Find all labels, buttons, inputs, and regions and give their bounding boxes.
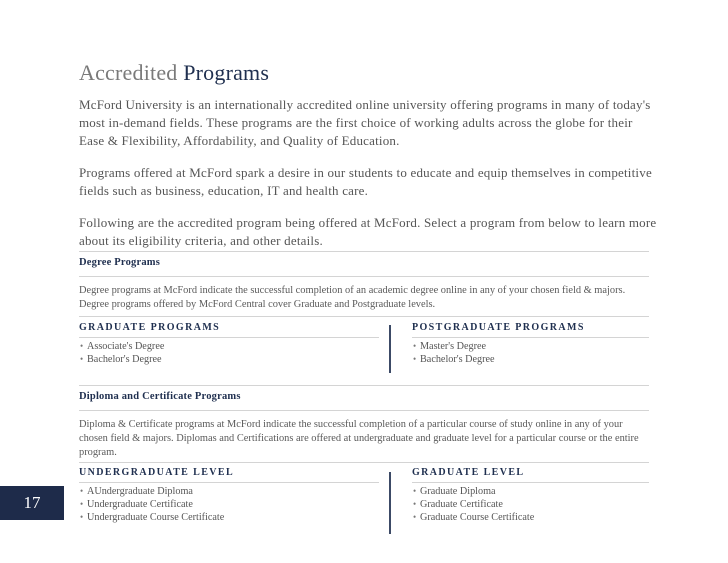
title-light: Accredited <box>79 60 178 85</box>
bullet-icon: • <box>80 341 84 351</box>
main-content <box>79 58 659 250</box>
bullet-icon: • <box>413 341 417 351</box>
bullet-icon: • <box>413 486 417 496</box>
title-strong: Programs <box>183 60 270 85</box>
column-underline <box>79 337 379 338</box>
graduate-level-heading: GRADUATE LEVEL <box>412 467 525 478</box>
section-divider <box>79 410 649 411</box>
diploma-programs-description: Diploma & Certificate programs at McFord indicate the successful completion of a particular course of study online in any of your chosen field & majors. Diplomas and Certifications are offered at undergraduate and graduate level for a particular course or the entire program. <box>79 419 639 458</box>
undergraduate-level-list <box>80 485 224 524</box>
postgraduate-programs-heading: POSTGRADUATE PROGRAMS <box>412 322 585 333</box>
list-item[interactable]: • Undergraduate Certificate <box>80 499 193 510</box>
degree-programs-description: Degree programs at McFord indicate the successful completion of an academic degree online in any of your chosen field & majors. Degree programs offered by McFord Central cover Graduate and Postgraduate levels. <box>79 285 626 310</box>
column-underline <box>412 337 649 338</box>
column-divider <box>389 472 391 534</box>
list-item[interactable]: • Graduate Diploma <box>413 486 496 497</box>
bullet-icon: • <box>80 354 84 364</box>
bullet-icon: • <box>80 499 84 509</box>
column-underline <box>412 482 649 483</box>
section-divider <box>79 276 649 277</box>
section-divider <box>79 462 649 463</box>
page-number-badge: 17 <box>0 486 64 520</box>
section-divider <box>79 385 649 386</box>
list-item[interactable]: • Bachelor's Degree <box>80 354 162 365</box>
list-item[interactable]: • Graduate Certificate <box>413 499 503 510</box>
degree-programs-heading: Degree Programs <box>79 257 161 268</box>
list-item[interactable]: • Associate's Degree <box>80 341 165 352</box>
intro-paragraph-3: Following are the accredited program being offered at McFord. Select a program from below to learn more about its eligibility criteria, and other details. <box>79 215 657 248</box>
bullet-icon: • <box>413 354 417 364</box>
section-divider <box>79 316 649 317</box>
bullet-icon: • <box>80 512 84 522</box>
section-divider <box>79 251 649 252</box>
undergraduate-level-heading: UNDERGRADUATE LEVEL <box>79 467 235 478</box>
list-item[interactable]: • Master's Degree <box>413 341 487 352</box>
graduate-programs-list <box>80 340 164 366</box>
column-divider <box>389 325 391 373</box>
intro-paragraph-1: McFord University is an internationally accredited online university offering programs in many of today's most in-demand fields. These programs are the first choice of working adults across the globe for their Ease & Flexibility, Affordability, and Quality of Education. <box>79 97 651 148</box>
list-item[interactable]: • Graduate Course Certificate <box>413 512 535 523</box>
bullet-icon: • <box>80 486 84 496</box>
list-item[interactable]: • Undergraduate Course Certificate <box>80 512 225 523</box>
intro-paragraph-2: Programs offered at McFord spark a desire in our students to educate and equip themselves in competitive fields such as business, education, IT and health care. <box>79 165 652 198</box>
intro-text <box>79 96 659 250</box>
bullet-icon: • <box>413 512 417 522</box>
column-underline <box>79 482 379 483</box>
list-item[interactable]: • AUndergraduate Diploma <box>80 486 193 497</box>
graduate-level-list <box>413 485 534 524</box>
graduate-programs-heading: GRADUATE PROGRAMS <box>79 322 221 333</box>
list-item[interactable]: • Bachelor's Degree <box>413 354 495 365</box>
diploma-programs-heading: Diploma and Certificate Programs <box>79 391 241 402</box>
bullet-icon: • <box>413 499 417 509</box>
page-title <box>79 58 659 88</box>
postgraduate-programs-list <box>413 340 495 366</box>
